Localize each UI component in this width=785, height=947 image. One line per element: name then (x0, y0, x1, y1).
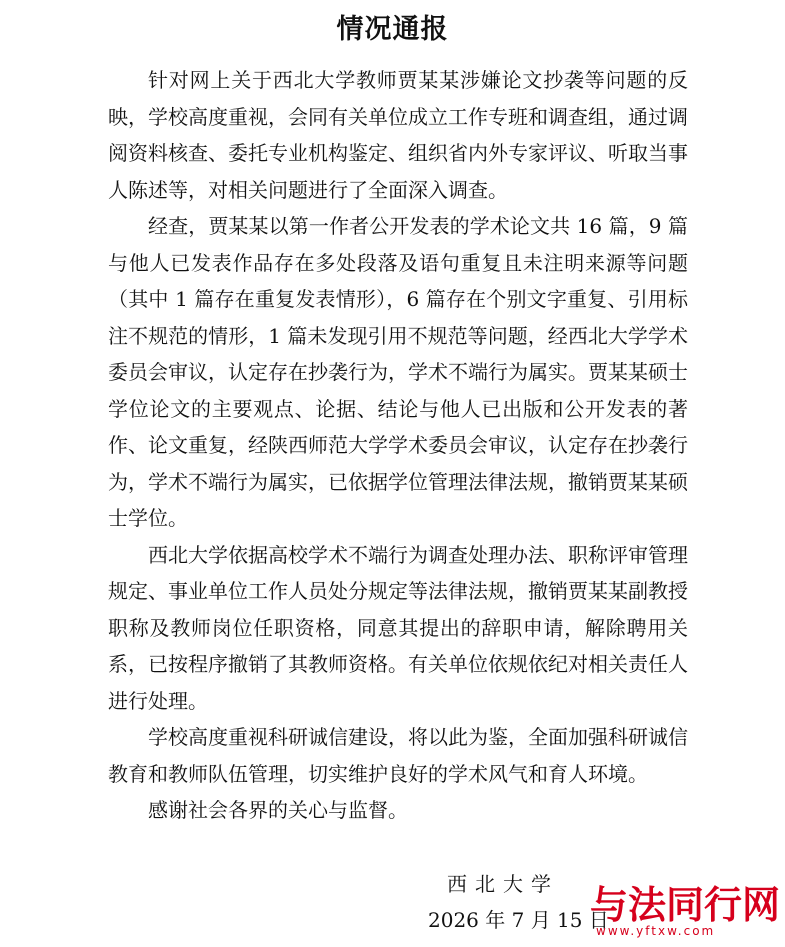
document-body (108, 62, 688, 829)
signature-date: 2026 年 7 月 15 日 (428, 908, 609, 932)
document-title: 情况通报 (336, 14, 449, 45)
paragraph-intro: 针对网上关于西北大学教师贾某某涉嫌论文抄袭等问题的反映，学校高度重视，会同有关单位成立工作专班和调查组，通过调阅资料核查、委托专业机构鉴定、组织省内外专家评议、听取当事人陈述等，对相关问题进行了全面深入调查。 (108, 68, 688, 202)
paragraph-findings: 经查，贾某某以第一作者公开发表的学术论文共 16 篇，9 篇与他人已发表作品存在多处段落及语句重复且未注明来源等问题（其中 1 篇存在重复发表情形），6 篇存在个别文字重复、引用标注不规范的情形，1 篇未发现引用不规范等问题，经西北大学学术委员会审议，认定存在抄袭行为，学术不端行为属实。贾某某硕士学位论文的主要观点、论据、结论与他人已出版和公开发表的著作、论文重复，经陕西师范大学学术委员会审议，认定存在抄袭行为，学术不端行为属实，已依据学位管理法律法规，撤销贾某某硕士学位。 (108, 214, 688, 530)
signature-organization: 西北大学 (447, 872, 559, 896)
watermark-text: 与法同行网 (590, 883, 781, 927)
paragraph-penalties: 西北大学依据高校学术不端行为调查处理办法、职称评审管理规定、事业单位工作人员处分规定等法律法规，撤销贾某某副教授职称及教师岗位任职资格，同意其提出的辞职申请，解除聘用关系，已按程序撤销了其教师资格。有关单位依规依纪对相关责任人进行处理。 (108, 542, 688, 713)
paragraph-thanks: 感谢社会各界的关心与监督。 (148, 798, 408, 822)
watermark-url: www.yftxw.com (596, 924, 716, 938)
paragraph-integrity: 学校高度重视科研诚信建设，将以此为鉴，全面加强科研诚信教育和教师队伍管理，切实维护良好的学术风气和育人环境。 (108, 725, 688, 786)
site-watermark-logo (590, 883, 781, 944)
